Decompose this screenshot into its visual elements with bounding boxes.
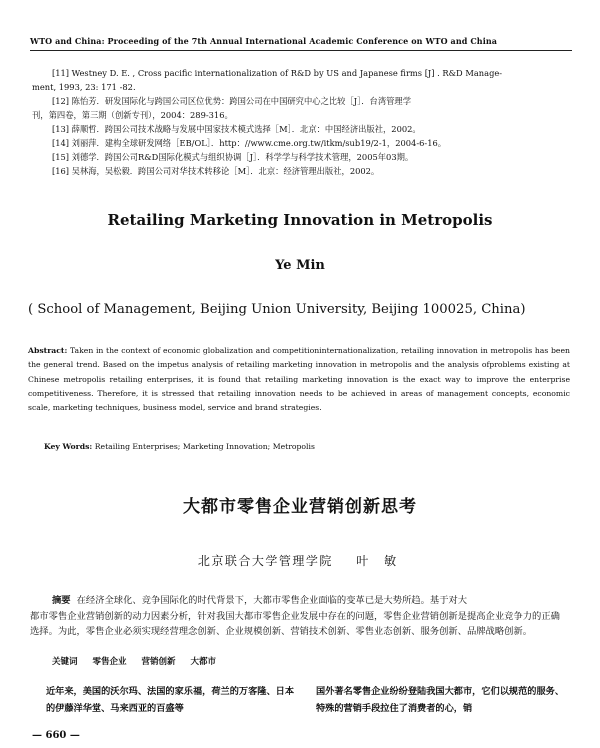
- reference-item: [52, 122, 566, 136]
- chinese-keyword: 零售企业: [92, 657, 127, 667]
- reference-line: [11] Westney D. E. , Cross pacific internationalization of R&D by US and Japanese firms [J] . R&D Manage-: [52, 68, 503, 78]
- abstract-text: Taken in the context of economic globalization and competitioninternationalization, retailing innovation in metropolis has been the general trend. Based on the impetus analysis of retailing marketing innovation in metropolis and the analysis ofproblems existing at Chinese metropolis retailing enterprises, it is found that retailing marketing innovation is the exact way to improve the enterprise competitiveness. Therefore, it is stressed that retailing innovation needs to be achieved in areas of management concepts, economic scale, marketing techniques, business model, service and brand strategies.: [28, 346, 570, 413]
- chinese-author: 叶 敏: [356, 554, 403, 568]
- chinese-abstract-text: 都市零售企业营销创新的动力因素分析，针对我国大都市零售企业发展中存在的问题，零售企业营销创新是提高企业竞争力的正确选择。为此，零售企业必须实现经营理念创新、企业规模创新、营销技术创新、零售业态创新、服务创新、品牌战略创新。: [30, 610, 560, 637]
- body-column-left: 近年来，美国的沃尔玛、法国的家乐福，荷兰的万客隆、日本的伊藤洋华堂、马来西亚的百盛等: [46, 686, 295, 714]
- running-header: WTO and China: Proceeding of the 7th Annual International Academic Conference on WTO and China: [30, 36, 498, 46]
- reference-line: [15] 刘德学．跨国公司R&D国际化模式与组织协调［J］．科学学与科学技术管理，2005年03期。: [52, 152, 414, 162]
- english-abstract: [28, 344, 570, 415]
- abstract-label: Abstract:: [28, 346, 68, 355]
- reference-item: [52, 164, 566, 178]
- chinese-byline: [0, 552, 600, 569]
- chinese-keyword: 营销创新: [141, 657, 176, 667]
- reference-item: [52, 150, 566, 164]
- reference-continuation: ment, 1993, 23: 171 -82.: [32, 82, 136, 92]
- reference-continuation: 刊，第四卷，第三期（创新专刊），2004：289-316。: [32, 110, 233, 120]
- chinese-keywords-label: 关键词: [52, 657, 78, 667]
- chinese-keywords: [52, 655, 552, 667]
- chinese-abstract-label: 摘要: [52, 595, 71, 606]
- reference-item: [32, 94, 566, 122]
- keywords-text: Retailing Enterprises; Marketing Innovation; Metropolis: [94, 442, 315, 451]
- reference-line: [12] 陈怡芳．研发国际化与跨国公司区位优势：跨国公司在中国研究中心之比较［J］．台湾管理学: [52, 96, 412, 106]
- reference-item: [52, 136, 566, 150]
- reference-line: [14] 刘丽萍．建构全球研发网络［EB/OL］．http：//www.cme.org.tw/itkm/sub19/2-1，2004-6-16。: [52, 138, 447, 148]
- chinese-title: 大都市零售企业营销创新思考: [183, 497, 417, 517]
- english-title: Retailing Marketing Innovation in Metropolis: [107, 211, 493, 229]
- reference-line: [13] 薛顺哲．跨国公司技术战略与发展中国家技术模式选择［M］．北京：中国经济出版社，2002。: [52, 124, 421, 134]
- chinese-affiliation: 北京联合大学管理学院: [197, 554, 333, 568]
- keywords-label: Key Words:: [44, 442, 93, 451]
- page-number: — 660 —: [32, 730, 80, 741]
- reference-line: [16] 吴林海，吴松毅．跨国公司对华技术转移论［M］．北京：经济管理出版社，2002。: [52, 166, 380, 176]
- english-affiliation: ( School of Management, Beijing Union University, Beijing 100025, China): [28, 302, 526, 317]
- body-column-right: 国外著名零售企业纷纷登陆我国大都市，它们以规范的服务、特殊的营销手段拉住了消费者的心，销: [316, 686, 565, 714]
- reference-list: [32, 66, 566, 178]
- english-author: Ye Min: [275, 258, 325, 273]
- chinese-abstract: [30, 593, 564, 640]
- chinese-keyword: 大都市: [190, 657, 216, 667]
- english-keywords: [44, 442, 564, 451]
- chinese-abstract-first-line: 在经济全球化、竞争国际化的时代背景下，大都市零售企业面临的变革已是大势所趋。基于对大: [76, 595, 468, 606]
- header-rule: [30, 50, 572, 51]
- reference-item: [32, 66, 566, 94]
